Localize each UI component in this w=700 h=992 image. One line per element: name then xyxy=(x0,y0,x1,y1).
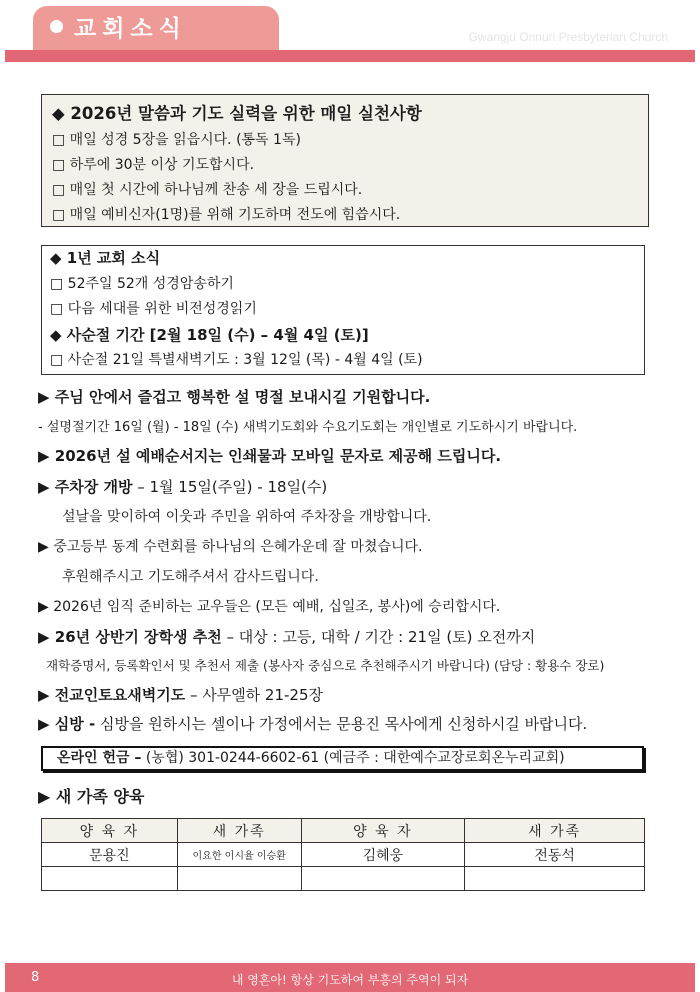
table-cell: 문용진 xyxy=(42,843,178,867)
column-header: 새 가족 xyxy=(465,819,645,843)
church-name: Gwangju Onnuri Presbyterian Church xyxy=(468,30,668,44)
page-number: 8 xyxy=(31,970,40,985)
practice-item: □ 매일 성경 5장을 읽읍시다. (통독 1독) xyxy=(52,132,301,148)
announcement-scholarship-detail: 재학증명서, 등록확인서 및 추천서 제출 (봉사자 중심으로 추천해주시기 바랍니다) (담당 : 황용수 장로) xyxy=(46,658,605,673)
table-row xyxy=(42,867,645,891)
news-item: □ 다음 세대를 위한 비전성경읽기 xyxy=(50,301,257,317)
announcement-parking: ▶ 주차장 개방 – 1월 15일(주일) - 18일(수) xyxy=(38,478,328,496)
announcement-retreat-detail: 후원해주시고 기도해주셔서 감사드립니다. xyxy=(62,569,319,585)
announcement-greeting: ▶ 주님 안에서 즐겁고 행복한 설 명절 보내시길 기원합니다. xyxy=(38,388,431,406)
table-cell xyxy=(177,867,301,891)
footer-motto: 내 영혼아! 항상 기도하여 부흥의 주역이 되자 xyxy=(231,973,469,987)
news-heading: ◆ 1년 교회 소식 xyxy=(50,249,161,267)
practice-item: □ 매일 첫 시간에 하나님께 찬송 세 장을 드립시다. xyxy=(52,182,363,198)
column-header: 양 육 자 xyxy=(301,819,465,843)
new-family-table xyxy=(41,818,645,891)
daily-practice-box xyxy=(41,94,649,227)
table-cell xyxy=(42,867,178,891)
practice-title: ◆ 2026년 말씀과 기도 실력을 위한 매일 실천사항 xyxy=(52,104,422,123)
bullet-dot-icon xyxy=(50,20,63,33)
column-header: 새 가족 xyxy=(177,819,301,843)
table-cell: 이요한 이시율 이승환 xyxy=(177,843,301,867)
church-news-box xyxy=(41,245,645,375)
table-cell: 전동석 xyxy=(465,843,645,867)
announcement-dawn-prayer: ▶ 전교인토요새벽기도 – 사무엘하 21-25장 xyxy=(38,686,324,704)
new-family-heading: ▶ 새 가족 양육 xyxy=(38,787,145,806)
online-offering-box xyxy=(41,746,644,771)
offering-account: (농협) 301-0244-6602-61 (예금주 : 대한예수교장로회온누리교회) xyxy=(145,750,565,766)
offering-label: 온라인 헌금 – xyxy=(57,750,142,766)
lent-item: □ 사순절 21일 특별새벽기도 : 3월 12일 (목) - 4월 4일 (토) xyxy=(50,352,423,368)
announcement-parking-detail: 설날을 맞이하여 이웃과 주민을 위하여 주차장을 개방합니다. xyxy=(62,509,432,525)
announcement-scholarship: ▶ 26년 상반기 장학생 추천 – 대상 : 고등, 대학 / 기간 : 21일 (토) 오전까지 xyxy=(38,628,536,646)
page-title: 교회소식 xyxy=(74,16,187,42)
table-cell xyxy=(301,867,465,891)
table-cell: 김혜웅 xyxy=(301,843,465,867)
announcement-greeting-detail: - 설명절기간 16일 (월) - 18일 (수) 새벽기도회와 수요기도회는 개인별로 기도하시기 바랍니다. xyxy=(38,420,578,435)
announcement-ordination: ▶ 2026년 임직 준비하는 교우들은 (모든 예배, 십일조, 봉사)에 승리합시다. xyxy=(38,599,501,615)
header-bar xyxy=(5,50,695,62)
news-item: □ 52주일 52개 성경암송하기 xyxy=(50,275,234,292)
footer-bar xyxy=(5,963,695,992)
announcement-retreat: ▶ 중고등부 동계 수련회를 하나님의 은혜가운데 잘 마쳤습니다. xyxy=(38,539,423,555)
table-header-row xyxy=(42,819,645,843)
table-cell xyxy=(465,867,645,891)
practice-item: □ 하루에 30분 이상 기도합시다. xyxy=(52,157,255,173)
announcement-visitation: ▶ 심방 - 심방을 원하시는 셀이나 가정에서는 문용진 목사에게 신청하시길 바랍니다. xyxy=(38,715,588,733)
table-row xyxy=(42,843,645,867)
announcement-bulletin: ▶ 2026년 설 예배순서지는 인쇄물과 모바일 문자로 제공해 드립니다. xyxy=(38,447,502,465)
lent-heading: ◆ 사순절 기간 [2월 18일 (수) – 4월 4일 (토)] xyxy=(50,325,369,344)
practice-item: □ 매일 예비신자(1명)를 위해 기도하며 전도에 힘씁시다. xyxy=(52,207,401,223)
column-header: 양 육 자 xyxy=(42,819,178,843)
